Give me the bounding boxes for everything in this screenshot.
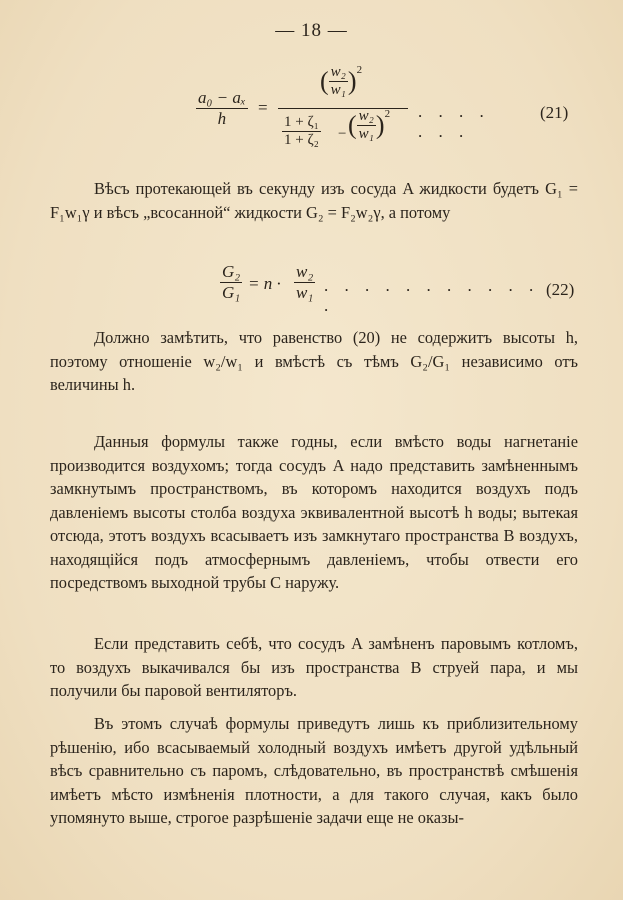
eq21-rhs-fraction [278, 62, 408, 162]
page-number: — 18 — [275, 20, 348, 41]
paragraph-2: Должно замѣтить, что равенство (20) не содержитъ высоты h, поэтому отношеніе w₂/w₁ и вмѣстѣ съ тѣмъ G₂/G₁ независимо отъ величины h. [50, 328, 578, 394]
eq21-lhs-fraction [196, 88, 248, 129]
eq22-g1: G₁ [222, 283, 241, 302]
equation-21-number: (21) [540, 103, 569, 122]
eq21-rhs-numerator: ( $\frac{\text{w₂}}{\text{w₁}}$ )$^2$ [320, 64, 363, 98]
eq21-square: 2 [356, 64, 363, 76]
eq22-equals-n: = n · [248, 274, 281, 293]
paragraph-4: Если представить себѣ, что сосудъ A замѣненъ паровымъ котломъ, то воздухъ выкачивался бы изъ пространства B струей пара, и мы получили бы паровой вентиляторъ. [50, 634, 578, 700]
eq21-den-w2: w₂ [358, 108, 374, 124]
eq21-minus: − [338, 126, 347, 142]
eq21-one-plus-zeta2: 1 + ζ₂ [284, 132, 319, 148]
eq22-w2: w₂ [296, 262, 314, 281]
eq22-leader-dots: . . . . . . . . . . . . [324, 276, 540, 315]
eq21-one-plus-zeta1: 1 + ζ₁ [284, 114, 319, 130]
equation-22 [220, 262, 550, 315]
eq21-leader-dots: . . . . . . . [418, 102, 490, 141]
paragraph-5: Въ этомъ случаѣ формулы приведутъ лишь къ приблизительному рѣшенію, ибо всасываемый холодный воздухъ имѣетъ другой удѣльный вѣсъ сравнительно съ паромъ, слѣдовательно, въ пространствѣ смѣшенія имѣетъ мѣсто измѣненія плотности, а для такого случая, какъ было упомянуто выше, строгое разрѣшеніе задачи еще не оказы- [50, 714, 578, 827]
eq22-g-fraction [220, 262, 242, 303]
equation-21 [196, 62, 496, 162]
eq21-w2: w₂ [330, 64, 346, 80]
paragraph-3: Данныя формулы также годны, если вмѣсто воды нагнетаніе производится воздухомъ; тогда сосудъ A надо представить замѣненнымъ замкнутымъ пространствомъ, въ которомъ находится воздухъ подъ давленіемъ высоты столба воздуха эквивалентной высотѣ h воды; вытекая отсюда, этотъ воздухъ всасываетъ изъ замкнутаго пространства B воздухъ, находящійся подъ атмосфернымъ давленіемъ, чтобы отвести его посредствомъ выходной трубы C наружу. [50, 432, 578, 592]
eq21-den-w1: w₁ [358, 126, 374, 142]
eq21-den-square: 2 [384, 108, 391, 120]
eq22-w1: w₁ [296, 283, 314, 302]
paragraph-1: Вѣсъ протекающей въ секунду изъ сосуда A жидкости будетъ G₁ = F₁w₁γ и вѣсъ „всосанной“ жидкости G₂ = F₂w₂γ, а потому [50, 179, 578, 222]
eq22-w-fraction [294, 262, 315, 303]
eq21-rhs-denominator: $\frac{\text{1 + ζ₁}}{\text{1 + ζ₂}}$ − ( $\frac{\text{w₂}}{\text{w₁}}$ )$^2$ [284, 108, 391, 148]
eq22-g2: G₂ [222, 262, 241, 281]
eq21-w1: w₁ [330, 82, 346, 98]
eq21-lhs-denominator: h [196, 108, 248, 129]
eq21-lhs-numerator: a₀ − aₓ [198, 88, 246, 107]
eq21-equals: = [258, 98, 268, 117]
equation-22-number: (22) [546, 280, 575, 299]
